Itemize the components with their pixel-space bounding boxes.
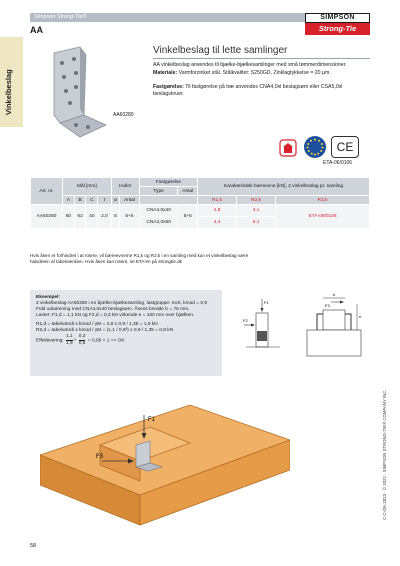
fraction-1: $\frac{1,1}{1,9}$ [65,334,73,346]
col-a: A [63,196,75,205]
ce-mark-icon: CE [331,136,359,158]
example-line: Laster: F1,d = 1,1 kN og F2,d = 0,3 kN virkende e = 100 mm over bjælken. [36,313,195,318]
col-o: ø [111,196,119,205]
capacity-table [30,177,370,229]
load-diagram-front [238,295,288,350]
brand-bottom: Strong-Tie [305,23,370,35]
photo-label: AA60280 [113,112,134,118]
fraction-2: $\frac{0,3}{0,8}$ [78,334,86,346]
col-antal1: Antal [120,196,140,205]
col-b: B [74,196,86,205]
col-t: t [98,196,112,205]
product-code: AA [30,25,43,35]
col-fastening: Fastgørelse [139,178,197,187]
category-tab-label: Vinkelbeslag [4,69,13,115]
col-dims: Mål [mm] [63,178,112,196]
example-line: 2 vinkelbeslag AA60280 i en bjælke-bjælkesamling, lastgruppe: Kort, kmod = 0,9 [36,301,208,306]
header-bar-text: Simpson Strong-Tie® [34,14,87,20]
col-art: Art. nr. [31,178,63,205]
page-title: Vinkelbeslag til lette samlinger [153,45,288,56]
f3-label: F3 [325,303,330,308]
fastening-text [153,84,370,97]
example-line: R2,d = tabelværdi x kmod / γM = (1,1 / 0,9²) x 0,9 / 1,35 = 0,8 kN [36,328,174,333]
installation-illustration [40,385,290,535]
col-r1: R1,k [198,196,237,205]
illus-f3-label: F3 [96,454,104,460]
table-row: AA60280 60 62 40 2,0 5 5+5 CNA4,0x40 5+5 2,8 4,1 ETA-06/0106 [31,205,370,217]
f1-label: F1 [264,300,269,305]
col-holes: Huller [111,178,139,196]
materials-text [153,70,370,77]
materials-value: Varmforzinket stål. Stålkvalitet: S250GD, Zinklagtykkelse = 20 µm. [178,70,331,76]
b-label: b [333,292,336,297]
example-line: R1,d = tabelværdi x kmod / γM = 2,8 x 0,9 / 1,35 = 1,9 kN [36,322,158,327]
simpson-logo [305,13,370,36]
efficiency-label: Effektivering: [36,338,64,344]
illus-f1-label: F1 [148,417,156,423]
example-line: Fuld udsømning med CNA4,0x40 beslagsøm. Åsens bredde b = 75 mm. [36,307,190,312]
col-type: Type [139,187,178,196]
fastening-value: Til fastgørelse på træ anvendes CNA4,0xl beslagsøm eller CSA5,0xl beslagskruer. [153,84,343,97]
e-label: e [359,314,362,319]
eta-reference: ETA-06/0106 [323,160,353,166]
copyright-text: C-C-DK-2023 · © 2022 · SIMPSON STRONG-TIE® COMPANY INC. [382,389,387,520]
example-box [30,290,222,376]
fastening-label: Fastgørelse: [153,84,184,90]
col-r2: R2,k [237,196,276,205]
materials-label: Materiale: [153,70,178,76]
product-photo [40,45,112,145]
divider [153,58,370,59]
example-efficiency: Effektivering: $\frac{1,1}{1,9}$ + $\frac{0,3}{0,8}$ = 0,95 < 1 => OK [36,334,125,346]
load-diagram-side [303,290,365,360]
col-capacity: Karakteristisk bæreevne [kN], 2 vinkelbeslag pr. samling [198,178,370,196]
col-r3: R3,k [276,196,370,205]
f2-label: F2 [243,318,248,323]
table-note: Hvis åsen er forhindret i at rotere, vil bæreevnerne R1,k og R2,k i en samling med kun et vinkelbeslag være halvdelen af tabelværdien. Hvis åsen kan rotere, se ETA'en på strongtie.dk [30,253,249,264]
eu-stars-icon [303,135,327,159]
col-antal2: Antal [178,187,198,196]
efficiency-result: = 0,95 < 1 => OK [87,338,125,344]
brand-top: SIMPSON [305,13,370,23]
table-row: CNA4,0x60 4,4 6,1 [31,217,370,229]
building-icon [278,138,298,158]
category-tab [0,37,23,127]
example-title: Eksempel: [36,295,60,300]
page-number: 58 [30,543,37,549]
intro-text: AA vinkelbeslag anvendes til bjælke-bjælkesamlinger med små tømmerdimensioner. [153,62,347,68]
col-c: C [86,196,98,205]
